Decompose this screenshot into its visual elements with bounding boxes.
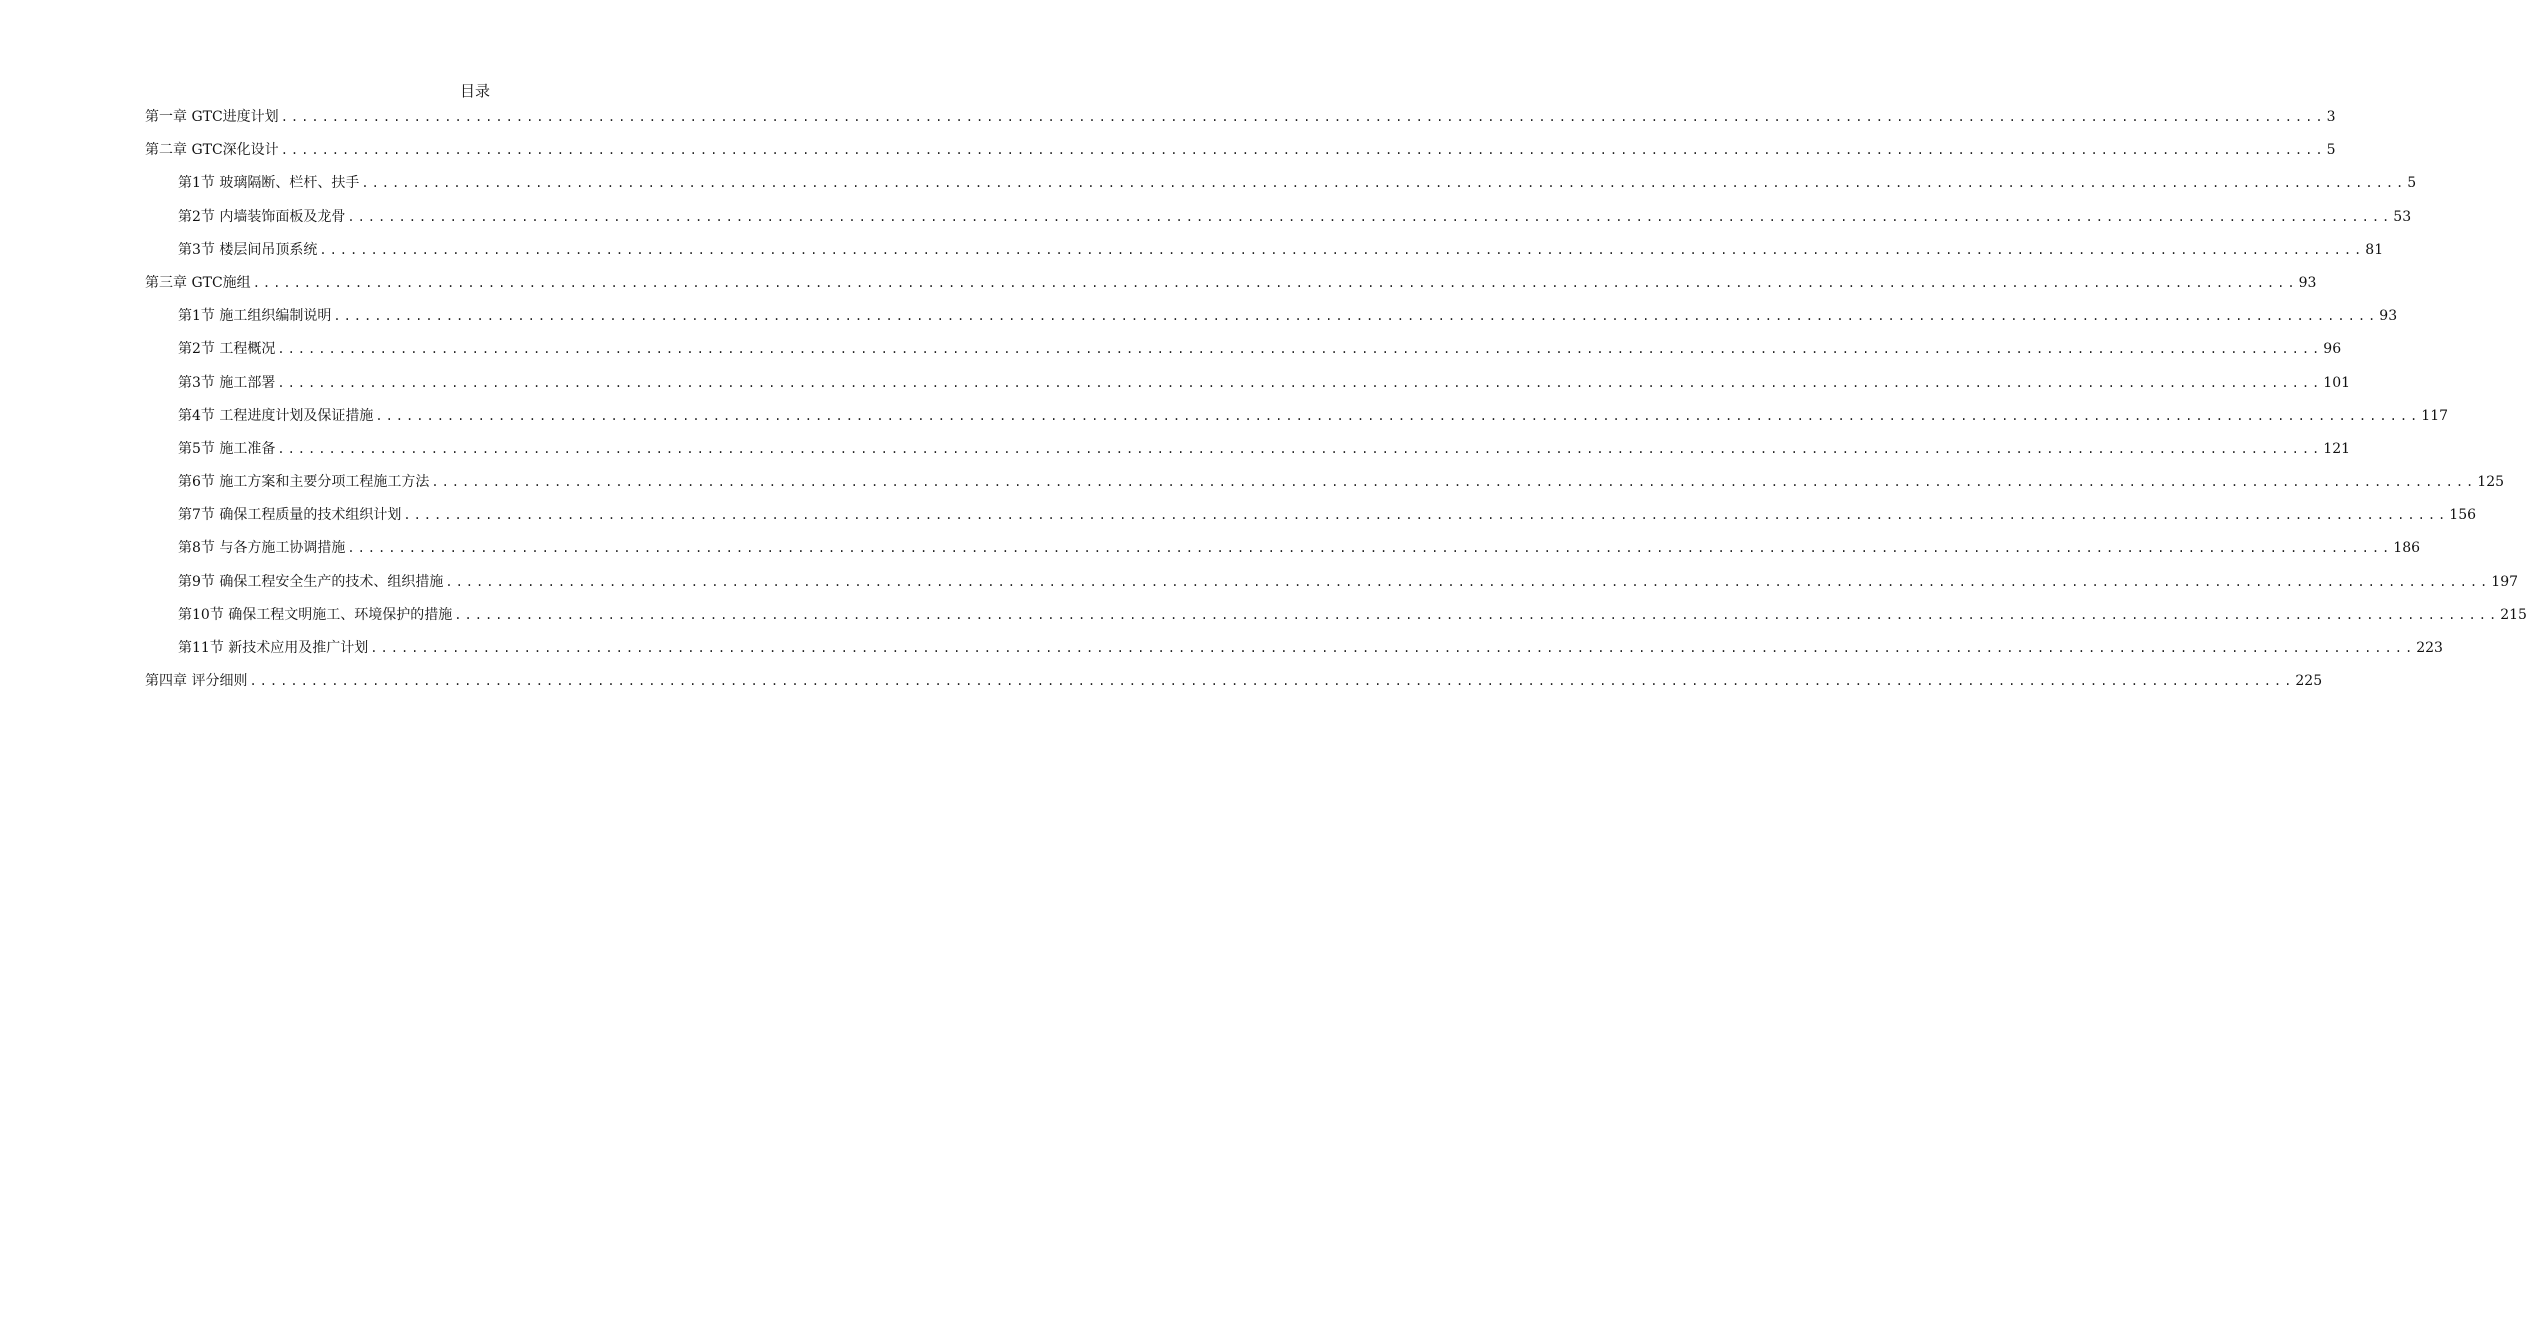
toc-entry-page-number: 93 (2379, 308, 2398, 325)
toc-entry-section[interactable] (145, 172, 2417, 205)
toc-entry-page-number: 225 (2295, 673, 2323, 690)
toc-dot-leader: ........................................................................................................................................................................................................ (277, 441, 2323, 456)
toc-entry-section[interactable] (145, 239, 2384, 272)
toc-entry-page-number: 93 (2298, 274, 2317, 291)
toc-dot-leader: ........................................................................................................................................................................................................ (403, 508, 2449, 523)
toc-entry-page-number: 117 (2421, 407, 2449, 424)
toc-dot-leader: ........................................................................................................................................................................................................ (319, 242, 2365, 257)
toc-entry-chapter[interactable] (145, 272, 2317, 305)
toc-entry-section[interactable] (145, 206, 2412, 239)
toc-entry-label: 第2节 工程概况 (178, 341, 276, 358)
toc-entry-label: 第6节 施工方案和主要分项工程施工方法 (178, 474, 430, 491)
toc-entry-section[interactable] (145, 438, 2351, 471)
toc-entry-section[interactable] (145, 338, 2342, 371)
toc-entry-section[interactable] (145, 637, 2443, 670)
toc-dot-leader: ........................................................................................................................................................................................................ (277, 342, 2323, 357)
toc-entry-chapter[interactable] (145, 139, 2336, 172)
toc-dot-leader: ........................................................................................................................................................................................................ (445, 574, 2491, 589)
toc-entry-label: 第四章 评分细则 (145, 673, 248, 690)
toc-entry-page-number: 197 (2491, 573, 2519, 590)
toc-entry-label: 第11节 新技术应用及推广计划 (178, 640, 369, 656)
toc-entry-chapter[interactable] (145, 106, 2336, 139)
toc-entry-page-number: 156 (2449, 507, 2477, 524)
toc-dot-leader: ........................................................................................................................................................................................................ (375, 408, 2421, 423)
toc-dot-leader: ........................................................................................................................................................................................................ (454, 607, 2500, 622)
toc-entry-section[interactable] (145, 372, 2351, 405)
toc-entry-section[interactable] (145, 604, 2527, 637)
toc-entry-label: 第1节 施工组织编制说明 (178, 308, 332, 325)
toc-entry-section[interactable] (145, 405, 2449, 438)
toc-entry-page-number: 125 (2477, 474, 2505, 491)
toc-entry-page-number: 101 (2323, 374, 2351, 391)
toc-dot-leader: ........................................................................................................................................................................................................ (333, 309, 2379, 324)
toc-dot-leader: ........................................................................................................................................................................................................ (252, 275, 2298, 290)
toc-entry-label: 第7节 确保工程质量的技术组织计划 (178, 507, 402, 524)
toc-entry-page-number: 96 (2323, 341, 2342, 358)
toc-entry-label: 第三章 GTC施组 (145, 274, 251, 291)
toc-entry-page-number: 215 (2500, 606, 2527, 623)
toc-entry-page-number: 121 (2323, 440, 2351, 457)
toc-dot-leader: ........................................................................................................................................................................................................ (431, 475, 2477, 490)
toc-dot-leader: ........................................................................................................................................................................................................ (370, 641, 2416, 655)
toc-entry-section[interactable] (145, 471, 2505, 504)
toc-entry-page-number: 5 (2326, 142, 2336, 159)
toc-title: 目录 (459, 82, 490, 100)
toc-entry-label: 第2节 内墙装饰面板及龙骨 (178, 208, 346, 225)
toc-dot-leader: ........................................................................................................................................................................................................ (361, 176, 2407, 191)
toc-dot-leader: ........................................................................................................................................................................................................ (277, 375, 2323, 390)
toc-dot-leader: ........................................................................................................................................................................................................ (280, 143, 2326, 158)
toc-dot-leader: ........................................................................................................................................................................................................ (249, 674, 2295, 689)
toc-entry-section[interactable] (145, 537, 2421, 570)
toc-list (145, 106, 2527, 703)
toc-entry-page-number: 3 (2326, 109, 2336, 125)
toc-entry-label: 第一章 GTC进度计划 (145, 109, 279, 125)
toc-entry-section[interactable] (145, 571, 2519, 604)
toc-entry-label: 第10节 确保工程文明施工、环境保护的措施 (178, 606, 453, 623)
toc-entry-section[interactable] (145, 305, 2398, 338)
toc-entry-section[interactable] (145, 504, 2477, 537)
toc-entry-label: 第8节 与各方施工协调措施 (178, 540, 346, 557)
toc-entry-label: 第3节 施工部署 (178, 374, 276, 391)
toc-entry-label: 第1节 玻璃隔断、栏杆、扶手 (178, 175, 360, 192)
toc-dot-leader: ........................................................................................................................................................................................................ (347, 541, 2393, 556)
toc-entry-page-number: 53 (2393, 208, 2412, 225)
toc-dot-leader: ........................................................................................................................................................................................................ (347, 209, 2393, 224)
toc-entry-page-number: 5 (2407, 175, 2417, 192)
toc-entry-label: 第9节 确保工程安全生产的技术、组织措施 (178, 573, 444, 590)
toc-dot-leader: ........................................................................................................................................................................................................ (280, 110, 2326, 124)
toc-entry-label: 第4节 工程进度计划及保证措施 (178, 407, 374, 424)
toc-entry-page-number: 81 (2365, 241, 2384, 258)
toc-entry-page-number: 186 (2393, 540, 2421, 557)
toc-entry-label: 第5节 施工准备 (178, 440, 276, 457)
toc-entry-label: 第3节 楼层间吊顶系统 (178, 241, 318, 258)
toc-entry-chapter[interactable] (145, 670, 2323, 703)
toc-entry-page-number: 223 (2416, 640, 2443, 656)
toc-entry-label: 第二章 GTC深化设计 (145, 142, 279, 159)
